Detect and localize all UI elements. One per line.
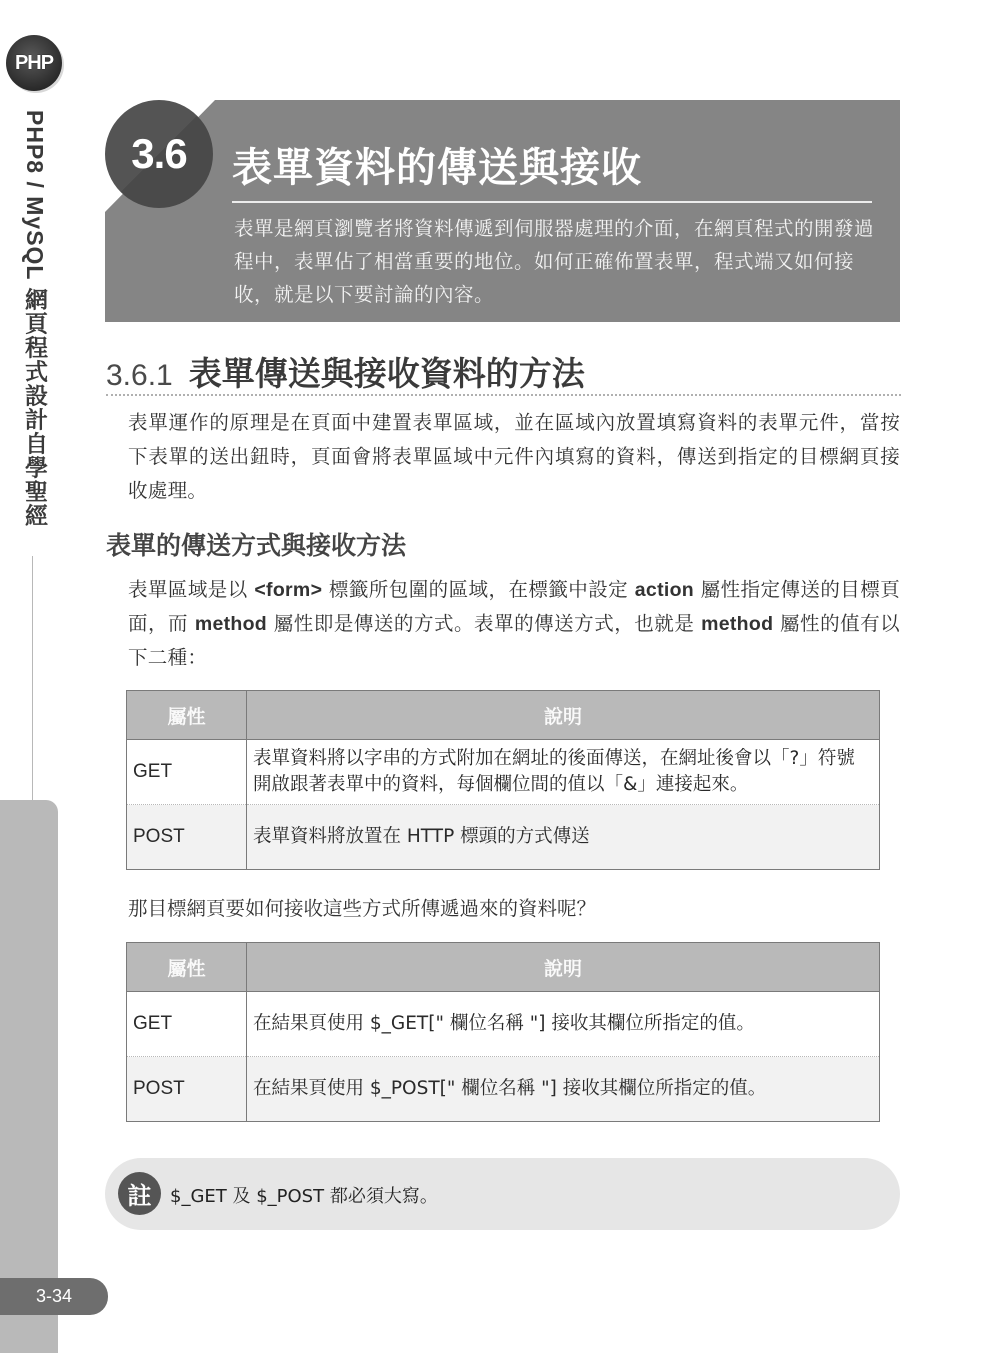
code-method: method [701,613,774,635]
method-paragraph [128,573,900,675]
text: 表單區域是以 [128,578,255,601]
php-logo-text: PHP [14,51,54,74]
header-desc: 說明 [247,691,880,740]
question-text: 那目標網頁要如何接收這些方式所傳遞過來的資料呢？ [128,897,597,920]
code-form: <form> [254,579,323,601]
text: 標籤所包圍的區域，在標籤中設定 [322,578,635,601]
table-header-row [127,691,880,740]
header-desc: 說明 [247,943,880,992]
text: 屬性即是傳送的方式。表單的傳送方式，也就是 [267,612,702,635]
php-logo [6,35,62,91]
send-methods-table [126,690,880,870]
section-number-badge [105,100,213,208]
section-number: 3.6 [131,130,187,177]
dotted-divider [106,394,901,396]
subsection-paragraph: 表單運作的原理是在頁面中建置表單區域，並在區域內放置填寫資料的表單元件，當按下表單的送出鈕時，頁面會將表單區域中元件內填寫的資料，傳送到指定的目標網頁接收處理。 [128,411,900,502]
cell-attr: POST [127,1057,247,1122]
text: 屬性指定傳送的目標頁面，而 [128,578,900,635]
book-title: PHP8 / MySQL 網頁程式設計自學聖經 [22,110,48,528]
table-row [127,992,880,1057]
cell-desc: 表單資料將放置在 HTTP 標頭的方式傳送 [247,805,880,870]
receive-methods-table [126,942,880,1122]
section-intro: 表單是網頁瀏覽者將資料傳遞到伺服器處理的介面，在網頁程式的開發過程中，表單佔了相當重要的地位。如何正確佈置表單，程式端又如何接收，就是以下要討論的內容。 [234,217,875,306]
table-header-row [127,943,880,992]
note-text: $_GET 及 $_POST 都必須大寫。 [170,1186,438,1207]
table-row [127,805,880,870]
note-icon: 註 [118,1172,161,1215]
heading-method: 表單的傳送方式與接收方法 [106,531,407,560]
page-number: 3-34 [0,1278,108,1315]
cell-desc: 在結果頁使用 $_POST[" 欄位名稱 "] 接收其欄位所指定的值。 [247,1057,880,1122]
cell-attr: GET [127,740,247,805]
subsection-heading [106,348,585,395]
side-band [0,800,58,1353]
code-method: method [194,613,268,635]
table-row [127,740,880,805]
cell-attr: POST [127,805,247,870]
section-title-rule [232,201,872,203]
code-action: action [634,579,695,601]
header-attr: 屬性 [127,943,247,992]
table-row [127,1057,880,1122]
section-title: 表單資料的傳送與接收 [232,145,642,191]
cell-desc: 在結果頁使用 $_GET[" 欄位名稱 "] 接收其欄位所指定的值。 [247,992,880,1057]
text: 屬性的值有以下二種： [128,612,900,669]
subsection-number: 3.6.1 [106,359,173,392]
header-attr: 屬性 [127,691,247,740]
subsection-title: 表單傳送與接收資料的方法 [188,354,585,393]
cell-desc: 表單資料將以字串的方式附加在網址的後面傳送，在網址後會以「?」符號開啟跟著表單中的資料，每個欄位間的值以「&」連接起來。 [247,740,880,805]
cell-attr: GET [127,992,247,1057]
side-divider [32,556,33,801]
